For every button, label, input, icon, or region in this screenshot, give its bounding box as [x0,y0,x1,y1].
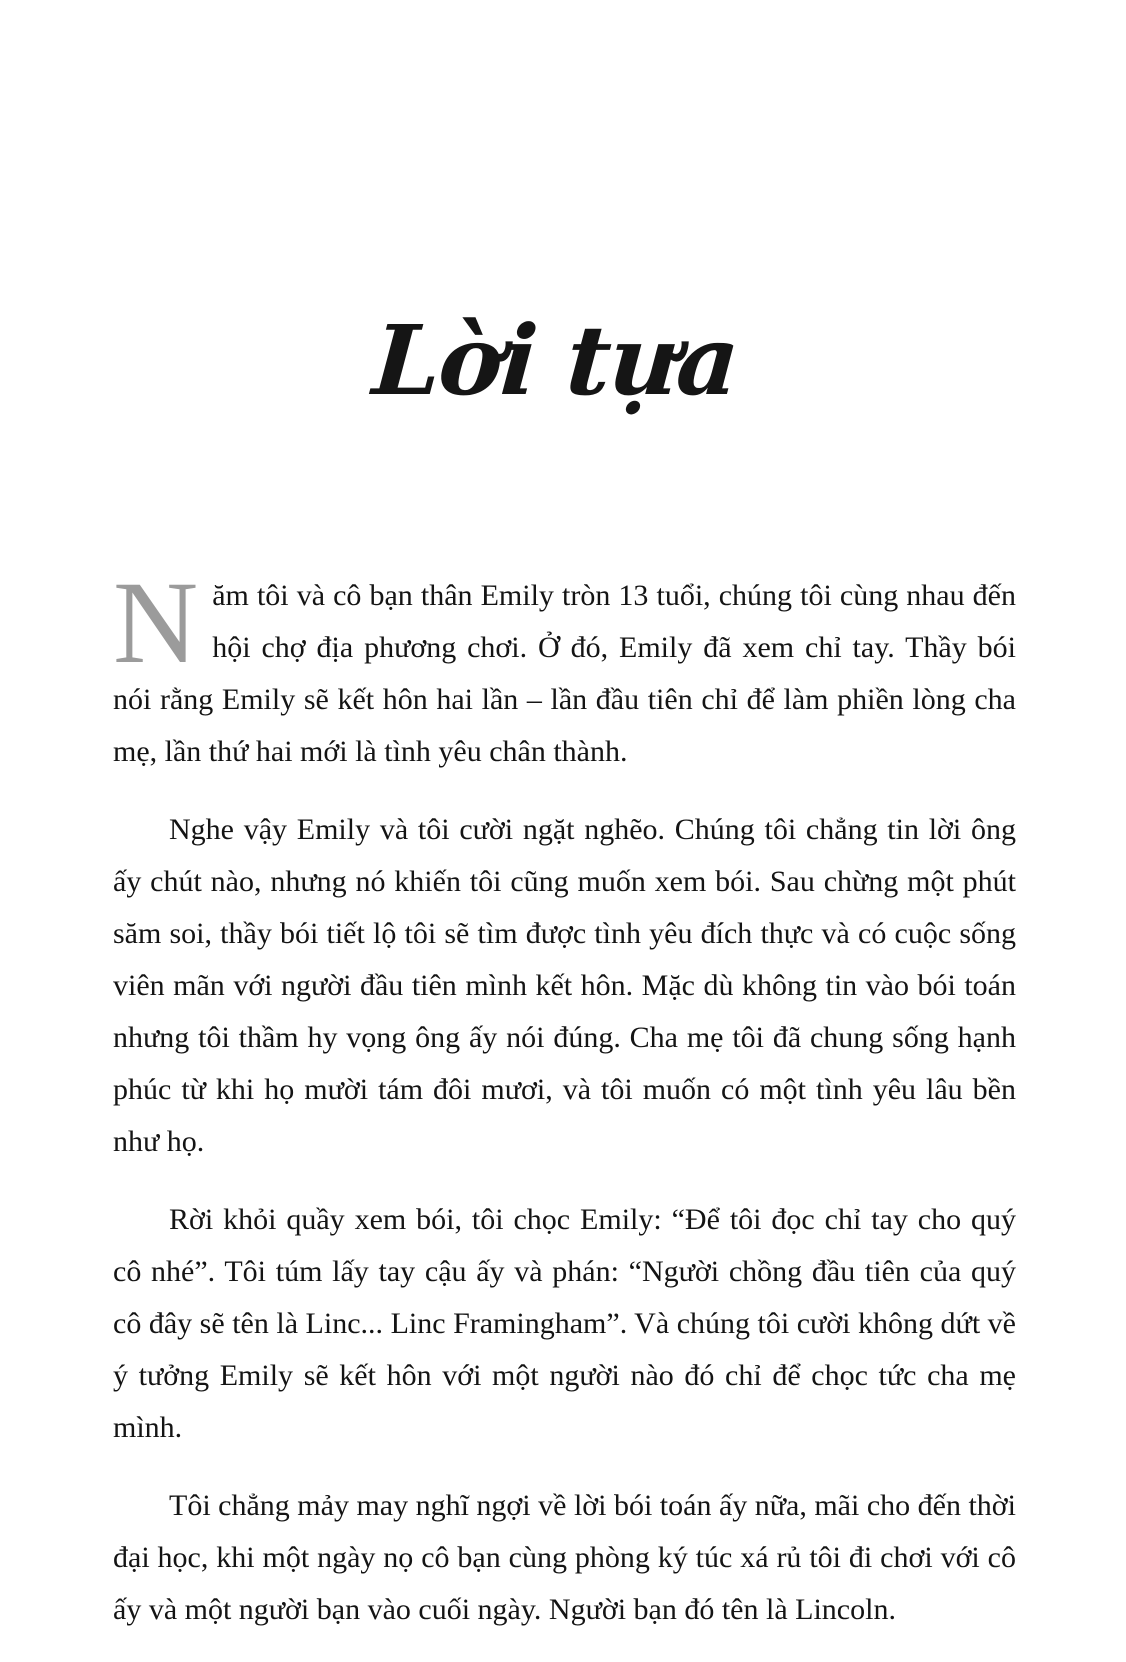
paragraph-text: Rời khỏi quầy xem bói, tôi chọc Emily: “Để tôi đọc chỉ tay cho quý cô nhé”. Tôi túm lấy tay cậu ấy và phán: “Người chồng đầu tiên của quý cô đây sẽ tên là Linc... Linc Framingham”. Và chúng tôi cười không dứt về ý tưởng Emily sẽ kết hôn với một người nào đó chỉ để chọc tức cha mẹ mình. [113,1203,1016,1444]
paragraph [113,1480,1016,1636]
paragraph [113,804,1016,1168]
drop-cap: N [113,557,199,688]
paragraph [113,1194,1016,1454]
body-text [113,557,1017,1636]
paragraph-text: ăm tôi và cô bạn thân Emily tròn 13 tuổi, chúng tôi cùng nhau đến hội chợ địa phương chơi. Ở đó, Emily đã xem chỉ tay. Thầy bói nói rằng Emily sẽ kết hôn hai lần – lần đầu tiên chỉ để làm phiền lòng cha mẹ, lần thứ hai mới là tình yêu chân thành. [113,579,1016,768]
chapter-title: Lời tựa [369,304,742,417]
paragraph-text: Nghe vậy Emily và tôi cười ngặt nghẽo. Chúng tôi chẳng tin lời ông ấy chút nào, nhưng nó khiến tôi cũng muốn xem bói. Sau chừng một phút săm soi, thầy bói tiết lộ tôi sẽ tìm được tình yêu đích thực và có cuộc sống viên mãn với người đầu tiên mình kết hôn. Mặc dù không tin vào bói toán nhưng tôi thầm hy vọng ông ấy nói đúng. Cha mẹ tôi đã chung sống hạnh phúc từ khi họ mười tám đôi mươi, và tôi muốn có một tình yêu lâu bền như họ. [113,813,1016,1158]
paragraph [113,557,1016,778]
paragraph-text: Tôi chẳng mảy may nghĩ ngợi về lời bói toán ấy nữa, mãi cho đến thời đại học, khi một ngày nọ cô bạn cùng phòng ký túc xá rủ tôi đi chơi với cô ấy và một người bạn vào cuối ngày. Người bạn đó tên là Lincoln. [113,1489,1017,1626]
